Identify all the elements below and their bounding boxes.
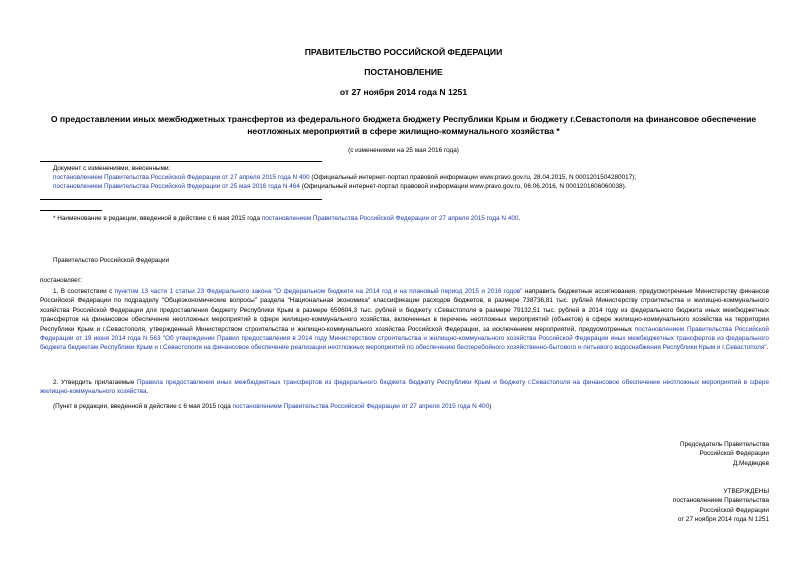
paragraph-2-note [53,402,783,411]
change-item-1-text: (Официальный интернет-портал правовой информации www.pravo.gov.ru, 28.04.2015, N 0001201504280017); [309,174,637,181]
amendment-note: (с изменениями на 25 мая 2016 года) [348,147,459,154]
decrees-word: постановляет: [40,277,83,284]
approved-block [529,487,769,525]
signature-block [529,440,769,468]
signature-name: Д.Медведев [732,459,769,467]
document-title-line2: неотложных мероприятий в сфере жилищно-коммунального хозяйства * [247,126,560,136]
change-item-1 [53,173,783,182]
paragraph-2 [40,378,769,397]
document-date-number: от 27 ноября 2014 года N 1251 [339,87,468,97]
approved-line3: Российской Федерации [699,506,769,514]
changes-intro: Документ с изменениями, внесенными: [53,165,171,172]
approved-title: УТВЕРЖДЕНЫ [723,488,769,495]
paragraph-2-note-end: ) [489,403,492,410]
change-item-2 [53,182,783,191]
paragraph-1 [40,287,769,353]
approved-line4: от 27 ноября 2014 года N 1251 [677,516,769,524]
change-link-1[interactable]: постановлением Правительства Российской Федерации от 27 апреля 2015 года N 400 [53,174,310,181]
footnote-text: * Наименование в редакции, введенной в действие с 6 мая 2015 года [53,215,262,222]
paragraph-1-link-decree[interactable]: постановлением Правительства Российской Федерации от 19 июня 2014 года N 563 "Об утверждении Правил предоставления в 2014 году Министерством строительства и жилищно-коммунального хозяйства Российской Федерации иных межбюджетных трансфертов из федерального бюджета бюджетам Республики Крым и г.Севастополя на финансовое обеспечение реализации неотложных мероприятий по обеспечению бесперебойного хозяйственно-бытового и питьевого водоснабжения Республики Крым и г.Севастополя" [40,325,769,352]
signature-country: Российской Федерации [699,450,769,458]
divider [40,199,322,200]
footnote-link[interactable]: постановлением Правительства Российской Федерации от 27 апреля 2015 года N 400 [261,215,519,222]
government-ref: Правительство Российской Федерации [53,257,170,264]
paragraph-1-text-a: 1. В соответствии с [53,288,115,295]
document-type: ПОСТАНОВЛЕНИЕ [364,67,443,77]
paragraph-1-text-b: направить бюджетные ассигнования, предусмотренные Министерству финансов Российской Федерации по подразделу "Общеэкономические вопросы" раздела "Национальная экономика" классификации расходов бюджетов, в размере 738736,81 тыс. рублей Министерству строительства и жилищно-коммунального хозяйства Российской Федерации для предоставления бюджету Республики Крым в размере 659604,3 тыс. рублей и бюджету г.Севастополя в размере 79132,51 тыс. рублей в 2014 году из федерального бюджета иных межбюджетных трансфертов на финансовое обеспечение неотложных мероприятий в сфере жилищно-коммунального хозяйства, включенных в перечень неотложных мероприятий (объектов) в сфере жилищно-коммунального хозяйства на территории Республики Крым и г.Севастополя, утвержденный Министерством строительства и жилищно-коммунального хозяйства Российской Федерации, за исключением мероприятий, предусмотренных [40,288,770,333]
footnote-end: . [518,215,521,222]
paragraph-2-note-link[interactable]: постановлением Правительства Российской Федерации от 27 апреля 2015 года N 400 [232,403,490,410]
government-heading: ПРАВИТЕЛЬСТВО РОССИЙСКОЙ ФЕДЕРАЦИИ [304,47,503,57]
paragraph-1-link-law[interactable]: пунктом 13 части 1 статьи 23 Федерального закона "О федеральном бюджете на 2014 год и на плановый период 2015 и 2016 годов" [114,288,523,295]
paragraph-2-text-b: . [146,388,149,396]
approved-line2: постановлением Правительства [673,497,769,505]
divider [40,161,322,162]
footnote-divider [40,210,102,211]
signature-position: Председатель Правительства [680,441,769,448]
paragraph-1-text-c: . [766,344,769,352]
footnote [53,214,783,223]
paragraph-2-note-text: (Пункт в редакции, введенной в действие с 6 мая 2015 года [53,403,233,410]
paragraph-2-text-a: 2. Утвердить прилагаемые [53,379,138,386]
change-link-2[interactable]: постановлением Правительства Российской Федерации от 25 мая 2016 года N 464 [53,183,300,190]
paragraph-2-link-rules[interactable]: Правила предоставления иных межбюджетных трансфертов из федерального бюджета бюджету Республики Крым и бюджету г.Севастополя на финансовое обеспечение неотложных мероприятий в сфере жилищно-коммунального хозяйства [40,379,769,396]
change-item-2-text: (Официальный интернет-портал правовой информации www.pravo.gov.ru, 06.06.2016, N 0001201606060038). [299,183,627,190]
document-title-line1: О предоставлении иных межбюджетных трансфертов из федерального бюджета бюджету Республики Крым и бюджету г.Севастополя на финансовое обеспечение [50,114,757,124]
